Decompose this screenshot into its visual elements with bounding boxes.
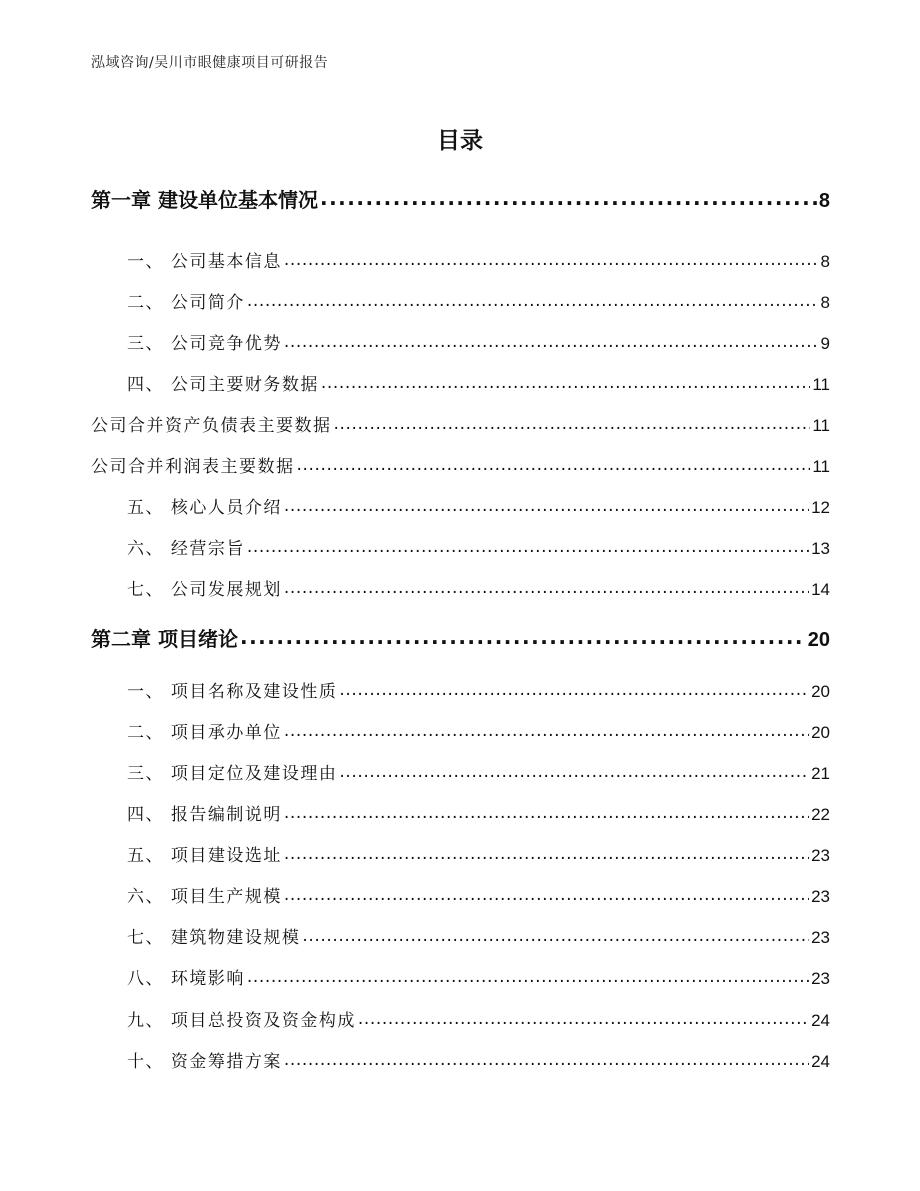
toc-section-total-investment[interactable] — [91, 1006, 830, 1031]
toc-section-project-undertaker[interactable] — [91, 718, 830, 743]
toc-entry-page: 23 — [811, 969, 830, 988]
dot-leader — [247, 967, 809, 987]
toc-entry-label: 第一章 建设单位基本情况 — [91, 188, 318, 212]
toc-entry-label: 七、 建筑物建设规模 — [127, 928, 301, 948]
toc-entry-label: 八、 环境影响 — [127, 969, 245, 989]
toc-entry-page: 13 — [811, 539, 830, 558]
dot-leader — [284, 332, 819, 352]
toc-entry-label: 三、 项目定位及建设理由 — [127, 764, 338, 784]
toc-section-report-notes[interactable] — [91, 800, 830, 825]
toc-entry-page: 24 — [811, 1011, 830, 1030]
toc-section-company-intro[interactable] — [91, 288, 830, 313]
toc-section-company-basic-info[interactable] — [91, 247, 830, 272]
toc-entry-label: 七、 公司发展规划 — [127, 580, 282, 600]
toc-entry-page: 11 — [812, 416, 830, 435]
dot-leader — [297, 455, 811, 475]
toc-section-project-name[interactable] — [91, 677, 830, 702]
toc-entry-page: 20 — [811, 682, 830, 701]
dot-leader — [284, 721, 809, 741]
dot-leader — [247, 291, 819, 311]
dot-leader — [320, 186, 817, 210]
toc-entry-page: 8 — [820, 252, 830, 271]
toc-section-building-scale[interactable] — [91, 923, 830, 948]
dot-leader — [284, 844, 809, 864]
toc-entry-page: 23 — [811, 928, 830, 947]
toc-section-competitive-advantage[interactable] — [91, 329, 830, 354]
toc-entry-page: 20 — [807, 629, 830, 651]
toc-entry-label: 四、 报告编制说明 — [127, 805, 282, 825]
toc-entry-label: 三、 公司竞争优势 — [127, 334, 282, 354]
toc-section-income-statement[interactable] — [91, 452, 830, 477]
dot-leader — [284, 250, 819, 270]
toc-section-production-scale[interactable] — [91, 882, 830, 907]
toc-entry-label: 五、 核心人员介绍 — [127, 498, 282, 518]
toc-chapter-1[interactable] — [91, 184, 830, 213]
toc-entry-page: 23 — [811, 846, 830, 865]
toc-entry-page: 8 — [820, 293, 830, 312]
toc-title: 目录 — [437, 128, 483, 154]
dot-leader — [302, 926, 809, 946]
toc-entry-page: 23 — [811, 887, 830, 906]
toc-entry-page: 12 — [811, 498, 830, 517]
toc-section-balance-sheet[interactable] — [91, 411, 830, 436]
dot-leader — [321, 373, 810, 393]
dot-leader — [284, 496, 809, 516]
toc-entry-page: 21 — [811, 764, 830, 783]
toc-section-core-personnel[interactable] — [91, 493, 830, 518]
toc-entry-page: 11 — [812, 457, 830, 476]
dot-leader — [334, 414, 811, 434]
toc-entry-label: 二、 公司简介 — [127, 293, 245, 313]
toc-section-development-plan[interactable] — [91, 575, 830, 600]
toc-entry-page: 11 — [812, 375, 830, 394]
dot-leader — [247, 537, 809, 557]
toc-section-financial-data[interactable] — [91, 370, 830, 395]
toc-entry-label: 一、 项目名称及建设性质 — [127, 682, 338, 702]
toc-entry-page: 22 — [811, 805, 830, 824]
toc-section-business-purpose[interactable] — [91, 534, 830, 559]
toc-entry-label: 五、 项目建设选址 — [127, 846, 282, 866]
table-of-contents — [91, 0, 830, 1191]
dot-leader — [339, 680, 809, 700]
toc-entry-label: 公司合并资产负债表主要数据 — [91, 416, 332, 436]
dot-leader — [358, 1009, 809, 1029]
toc-entry-label: 二、 项目承办单位 — [127, 723, 282, 743]
dot-leader — [240, 625, 806, 649]
dot-leader — [284, 578, 809, 598]
toc-entry-page: 9 — [820, 334, 830, 353]
toc-entry-page: 20 — [811, 723, 830, 742]
toc-section-site-selection[interactable] — [91, 841, 830, 866]
dot-leader — [339, 762, 809, 782]
toc-entry-page: 14 — [811, 580, 830, 599]
toc-entry-label: 十、 资金筹措方案 — [127, 1052, 282, 1072]
toc-entry-label: 四、 公司主要财务数据 — [127, 375, 319, 395]
toc-entry-label: 公司合并利润表主要数据 — [91, 457, 295, 477]
toc-chapter-2[interactable] — [91, 623, 830, 652]
toc-entry-label: 第二章 项目绪论 — [91, 627, 238, 651]
toc-section-financing-plan[interactable] — [91, 1047, 830, 1072]
page-header: 泓域咨询/吴川市眼健康项目可研报告 — [91, 55, 329, 71]
toc-entry-page: 24 — [811, 1052, 830, 1071]
toc-entry-label: 六、 项目生产规模 — [127, 887, 282, 907]
dot-leader — [284, 803, 809, 823]
toc-entry-label: 一、 公司基本信息 — [127, 252, 282, 272]
toc-section-environmental-impact[interactable] — [91, 964, 830, 989]
toc-section-project-positioning[interactable] — [91, 759, 830, 784]
toc-entry-label: 九、 项目总投资及资金构成 — [127, 1011, 356, 1031]
dot-leader — [284, 885, 809, 905]
dot-leader — [284, 1050, 809, 1070]
toc-entry-label: 六、 经营宗旨 — [127, 539, 245, 559]
toc-entry-page: 8 — [818, 190, 830, 212]
